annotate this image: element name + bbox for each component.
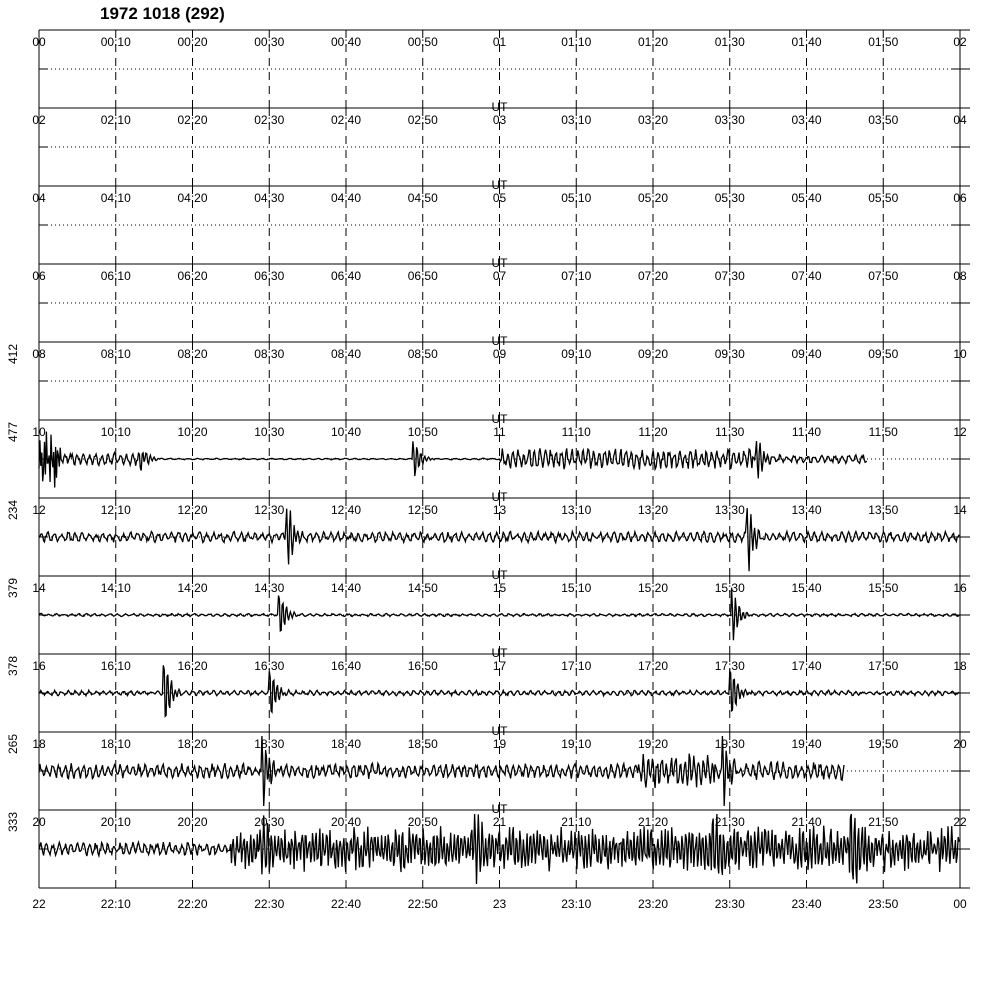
- tick-label: 14:50: [407, 581, 438, 595]
- tick-label: 00:20: [177, 35, 208, 49]
- tick-label: 08:30: [254, 347, 285, 361]
- tick-label: 13: [492, 503, 507, 517]
- tick-label: 01: [492, 35, 507, 49]
- tick-label: 16:30: [254, 659, 285, 673]
- tick-label: 22: [32, 897, 46, 911]
- tick-label: 13:30: [714, 503, 745, 517]
- tick-label: 07:40: [791, 269, 822, 283]
- tick-label: 20:10: [100, 815, 131, 829]
- tick-label: 18: [32, 737, 46, 751]
- tick-label: 23:10: [561, 897, 592, 911]
- ut-label: UT: [491, 256, 508, 270]
- tick-label: 02:20: [177, 113, 208, 127]
- tick-label: 23: [492, 897, 507, 911]
- tick-label: 03:40: [791, 113, 822, 127]
- tick-label: 13:10: [561, 503, 592, 517]
- ut-label: UT: [491, 568, 508, 582]
- tick-label: 11:20: [638, 425, 668, 439]
- tick-label: 09:30: [714, 347, 745, 361]
- tick-label: 09: [492, 347, 507, 361]
- tick-label: 18:40: [330, 737, 362, 751]
- tick-label: 08: [32, 347, 46, 361]
- tick-label: 10:30: [254, 425, 285, 439]
- tick-label: 04:10: [100, 191, 131, 205]
- tick-label: 19:30: [714, 737, 745, 751]
- tick-label: 00:40: [330, 35, 362, 49]
- tick-label: 21:30: [714, 815, 745, 829]
- tick-label: 10:40: [330, 425, 362, 439]
- tick-label: 22:10: [100, 897, 131, 911]
- tick-label: 12:20: [177, 503, 208, 517]
- tick-label: 16:40: [330, 659, 362, 673]
- tick-label: 16:10: [100, 659, 131, 673]
- tick-label: 02: [953, 35, 967, 49]
- tick-label: 16: [32, 659, 46, 673]
- tick-label: 17:30: [714, 659, 745, 673]
- tick-label: 16:50: [407, 659, 438, 673]
- tick-label: 07: [492, 269, 507, 283]
- tick-label: 19:20: [637, 737, 669, 751]
- tick-label: 16: [953, 581, 967, 595]
- panel-ylabel: 333: [6, 811, 20, 833]
- tick-label: 10: [953, 347, 967, 361]
- tick-label: 22:50: [407, 897, 438, 911]
- tick-label: 20:20: [177, 815, 208, 829]
- tick-label: 06: [32, 269, 46, 283]
- tick-label: 22:30: [254, 897, 285, 911]
- tick-label: 02: [32, 113, 46, 127]
- tick-label: 06: [953, 191, 967, 205]
- tick-label: 12:30: [254, 503, 285, 517]
- tick-label: 14: [32, 581, 46, 595]
- tick-label: 15:30: [714, 581, 745, 595]
- ut-label: UT: [491, 490, 508, 504]
- tick-label: 04:50: [407, 191, 438, 205]
- tick-label: 21:50: [868, 815, 899, 829]
- tick-label: 06:50: [407, 269, 438, 283]
- tick-label: 07:50: [868, 269, 899, 283]
- tick-label: 22:40: [330, 897, 362, 911]
- tick-label: 00:10: [100, 35, 131, 49]
- tick-label: 20:30: [254, 815, 285, 829]
- tick-label: 13:40: [791, 503, 822, 517]
- tick-label: 05:30: [714, 191, 745, 205]
- tick-label: 17:50: [868, 659, 899, 673]
- tick-label: 12:10: [100, 503, 131, 517]
- tick-label: 20:50: [407, 815, 438, 829]
- tick-label: 03:10: [561, 113, 592, 127]
- tick-label: 08:20: [177, 347, 208, 361]
- tick-label: 15:40: [791, 581, 822, 595]
- tick-label: 07:30: [714, 269, 745, 283]
- tick-label: 09:50: [868, 347, 899, 361]
- tick-label: 22:20: [177, 897, 208, 911]
- tick-label: 02:50: [407, 113, 438, 127]
- tick-label: 14:40: [330, 581, 362, 595]
- waveform-trace: [39, 736, 844, 806]
- tick-label: 21: [492, 815, 507, 829]
- tick-label: 19:40: [791, 737, 822, 751]
- tick-label: 05: [492, 191, 507, 205]
- tick-label: 11:40: [791, 425, 822, 439]
- tick-label: 03:50: [868, 113, 899, 127]
- ut-label: UT: [491, 178, 508, 192]
- tick-label: 03: [492, 113, 507, 127]
- ut-label: UT: [491, 646, 508, 660]
- tick-label: 02:10: [100, 113, 131, 127]
- tick-label: 03:30: [714, 113, 745, 127]
- tick-label: 19: [492, 737, 507, 751]
- tick-label: 01:10: [561, 35, 592, 49]
- tick-label: 12: [32, 503, 46, 517]
- tick-label: 13:50: [868, 503, 899, 517]
- tick-label: 11:30: [715, 425, 745, 439]
- tick-label: 17:20: [637, 659, 669, 673]
- tick-label: 01:30: [714, 35, 745, 49]
- tick-label: 17: [492, 659, 507, 673]
- tick-label: 16:20: [177, 659, 208, 673]
- waveform-trace: [39, 432, 867, 488]
- tick-label: 04:30: [254, 191, 285, 205]
- tick-label: 14:20: [177, 581, 208, 595]
- tick-label: 00:50: [407, 35, 438, 49]
- page-title: 1972 1018 (292): [100, 4, 225, 23]
- tick-label: 21:40: [791, 815, 822, 829]
- tick-label: 21:10: [561, 815, 592, 829]
- ut-label: UT: [491, 412, 508, 426]
- tick-label: 19:10: [561, 737, 592, 751]
- tick-label: 23:50: [868, 897, 899, 911]
- tick-label: 18: [953, 659, 967, 673]
- tick-label: 21:20: [637, 815, 669, 829]
- tick-label: 00:30: [254, 35, 285, 49]
- tick-label: 15:10: [561, 581, 592, 595]
- tick-label: 23:40: [791, 897, 822, 911]
- tick-label: 10:20: [177, 425, 208, 439]
- tick-label: 06:20: [177, 269, 208, 283]
- tick-label: 22: [953, 815, 967, 829]
- tick-label: 06:40: [330, 269, 362, 283]
- panel-ylabel: 379: [6, 577, 20, 599]
- tick-label: 20: [953, 737, 967, 751]
- tick-label: 01:40: [791, 35, 822, 49]
- tick-label: 02:40: [330, 113, 362, 127]
- tick-label: 05:10: [561, 191, 592, 205]
- tick-label: 08:40: [330, 347, 362, 361]
- tick-label: 08:50: [407, 347, 438, 361]
- panel-ylabel: 378: [6, 655, 20, 677]
- tick-label: 23:30: [714, 897, 745, 911]
- tick-label: 09:20: [637, 347, 669, 361]
- tick-label: 05:50: [868, 191, 899, 205]
- tick-label: 15:20: [637, 581, 669, 595]
- tick-label: 01:20: [637, 35, 669, 49]
- tick-label: 11:10: [561, 425, 591, 439]
- tick-label: 04:40: [330, 191, 362, 205]
- tick-label: 07:20: [637, 269, 669, 283]
- panel-ylabel: 234: [6, 499, 20, 521]
- tick-label: 01:50: [868, 35, 899, 49]
- tick-label: 18:20: [177, 737, 208, 751]
- tick-label: 12: [953, 425, 967, 439]
- tick-label: 20: [32, 815, 46, 829]
- tick-label: 12:40: [330, 503, 362, 517]
- tick-label: 20:40: [330, 815, 362, 829]
- tick-label: 06:10: [100, 269, 131, 283]
- tick-label: 13:20: [637, 503, 669, 517]
- tick-label: 23:20: [637, 897, 669, 911]
- tick-label: 17:10: [561, 659, 592, 673]
- panel-ylabel: 265: [6, 733, 20, 755]
- tick-label: 15: [492, 581, 507, 595]
- tick-label: 08: [953, 269, 967, 283]
- tick-label: 18:30: [254, 737, 285, 751]
- tick-label: 19:50: [868, 737, 899, 751]
- ut-label: UT: [491, 100, 508, 114]
- tick-label: 11: [493, 425, 506, 439]
- tick-label: 03:20: [637, 113, 669, 127]
- ut-label: UT: [491, 334, 508, 348]
- tick-label: 15:50: [868, 581, 899, 595]
- tick-label: 05:40: [791, 191, 822, 205]
- tick-label: 00: [953, 897, 967, 911]
- panel-ylabel: 477: [6, 421, 20, 443]
- tick-label: 04: [32, 191, 46, 205]
- tick-label: 11:50: [868, 425, 898, 439]
- ut-label: UT: [491, 802, 508, 816]
- tick-label: 04: [953, 113, 967, 127]
- tick-label: 14: [953, 503, 967, 517]
- panel-ylabel: 412: [6, 343, 20, 365]
- tick-label: 00: [32, 35, 46, 49]
- tick-label: 10:50: [407, 425, 438, 439]
- tick-label: 08:10: [100, 347, 131, 361]
- ut-label: UT: [491, 724, 508, 738]
- tick-label: 04:20: [177, 191, 208, 205]
- tick-label: 02:30: [254, 113, 285, 127]
- tick-label: 05:20: [637, 191, 669, 205]
- tick-label: 14:30: [254, 581, 285, 595]
- tick-label: 18:10: [100, 737, 131, 751]
- tick-label: 10: [32, 425, 46, 439]
- tick-label: 07:10: [561, 269, 592, 283]
- tick-label: 14:10: [100, 581, 131, 595]
- tick-label: 18:50: [407, 737, 438, 751]
- tick-label: 17:40: [791, 659, 822, 673]
- tick-label: 10:10: [100, 425, 131, 439]
- tick-label: 09:10: [561, 347, 592, 361]
- tick-label: 09:40: [791, 347, 822, 361]
- tick-label: 06:30: [254, 269, 285, 283]
- tick-label: 12:50: [407, 503, 438, 517]
